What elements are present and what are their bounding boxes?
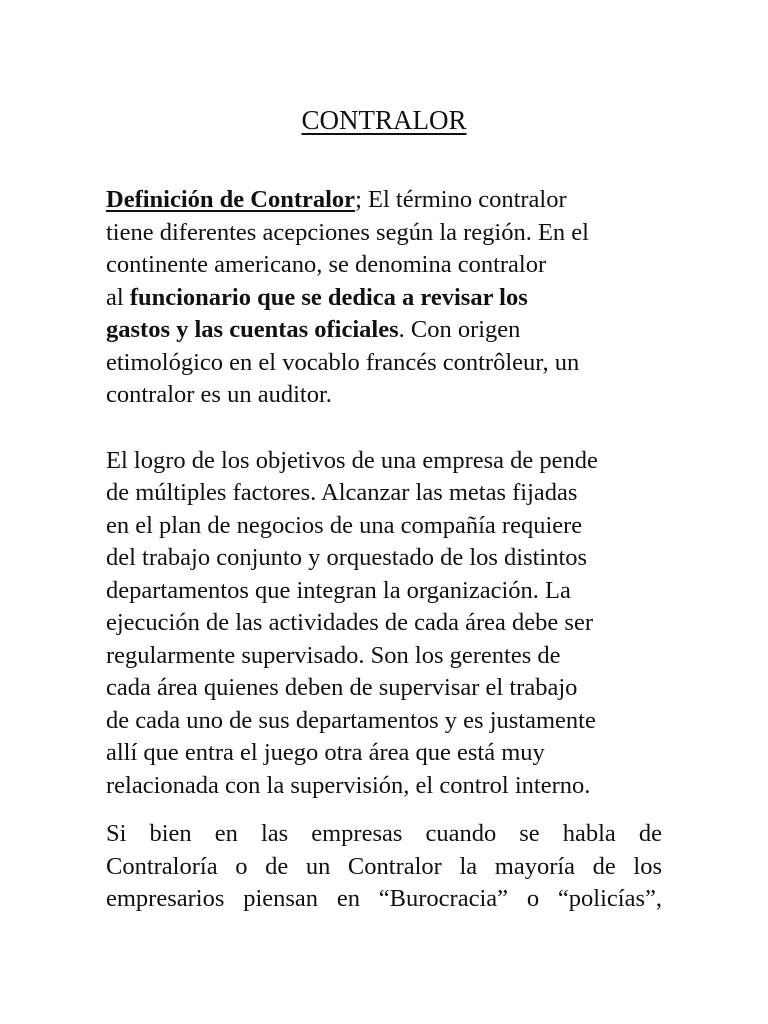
definition-term: Definición de Contralor (106, 186, 356, 213)
paragraph-line: relacionada con la supervisión, el control interno. (106, 771, 591, 799)
paragraph-line: cada área quienes deben de supervisar el trabajo (106, 674, 578, 701)
paragraph-line (106, 314, 662, 347)
comptroller-paragraph (106, 818, 662, 916)
paragraph-line: etimológico en el vocablo francés contrôleur, un (106, 348, 580, 376)
paragraph-line (106, 282, 662, 315)
paragraph-line: contralor es un auditor. (106, 381, 332, 408)
paragraph-line: departamentos que integran la organización. La (106, 576, 571, 604)
document-page (106, 100, 662, 916)
paragraph-line: continente americano, se denomina contralor (106, 251, 547, 278)
bold-phrase: gastos y las cuentas oficiales (106, 316, 399, 343)
objectives-paragraph (106, 445, 662, 803)
bold-phrase: funcionario que se dedica a revisar los (129, 283, 528, 311)
paragraph-line: en el plan de negocios de una compañía requiere (106, 511, 583, 539)
definition-paragraph (106, 184, 662, 412)
paragraph-line: empresarios piensan en “Burocracia” o “policías”, (106, 885, 662, 912)
paragraph-line: del trabajo conjunto y orquestado de los distintos (106, 544, 588, 571)
paragraph-line: allí que entra el juego otra área que está muy (106, 739, 545, 766)
paragraph-line: El logro de los objetivos de una empresa de pende (106, 446, 598, 474)
paragraph-line (106, 184, 662, 217)
text-run: . Con origen (398, 316, 521, 343)
paragraph-line: ejecución de las actividades de cada área debe ser (106, 609, 593, 636)
paragraph-line: tiene diferentes acepciones según la región. En el (106, 218, 589, 246)
document-title: CONTRALOR (301, 105, 467, 135)
paragraph-line: de cada uno de sus departamentos y es justamente (106, 706, 596, 734)
text-run: al (106, 283, 130, 311)
paragraph-line: de múltiples factores. Alcanzar las metas fijadas (106, 479, 578, 506)
paragraph-line: Contraloría o de un Contralor la mayoría de los (106, 852, 662, 880)
paragraph-line: Si bien en las empresas cuando se habla de (106, 820, 662, 847)
text-run: ; El término contralor (355, 186, 567, 213)
paragraph-line: regularmente supervisado. Son los gerentes de (106, 641, 561, 669)
